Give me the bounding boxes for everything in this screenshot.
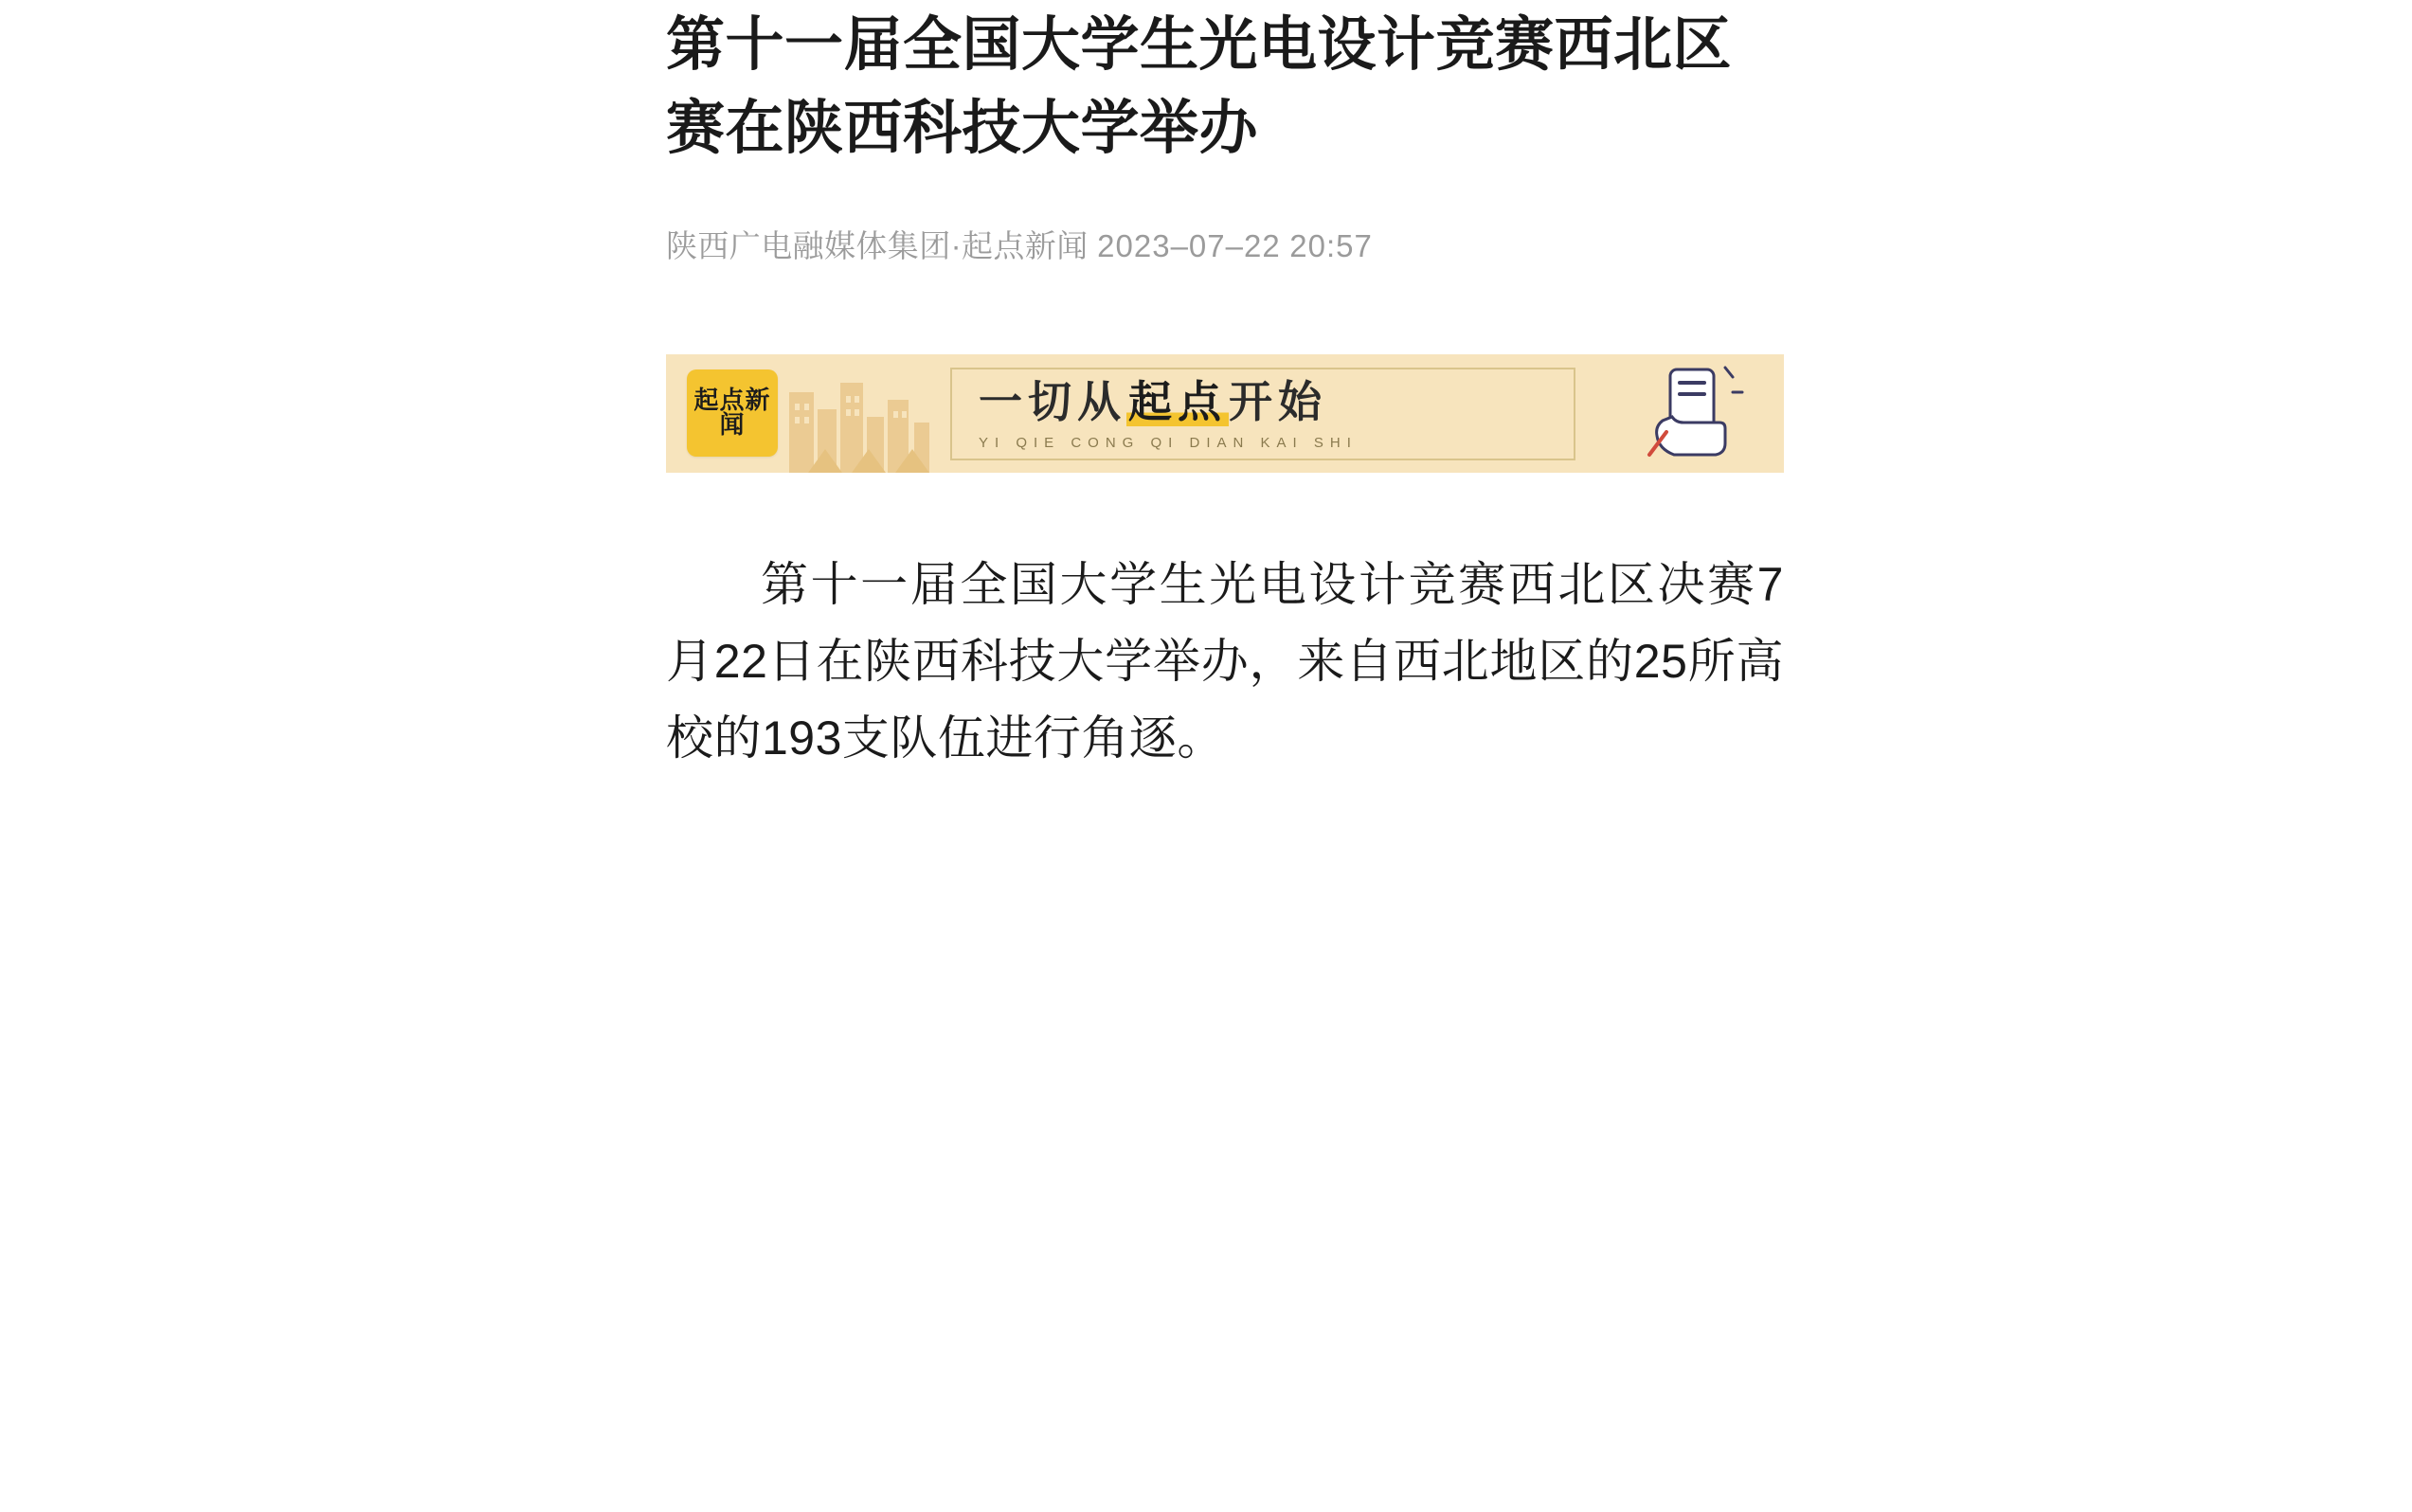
article-meta xyxy=(666,220,1670,273)
article-time: 20:57 xyxy=(1289,228,1373,264)
qidian-logo-label: 起点新闻 xyxy=(693,387,771,441)
banner-slogan xyxy=(979,376,1528,426)
banner-pinyin: YI QIE CONG QI DIAN KAI SHI xyxy=(979,434,1358,451)
banner-slogan-block xyxy=(979,369,1528,460)
hand-holding-phone-icon xyxy=(1634,364,1748,466)
article-source: 陕西广电融媒体集团·起点新闻 xyxy=(666,228,1089,264)
qidian-news-banner xyxy=(666,354,1784,473)
qidian-logo xyxy=(687,369,778,457)
page-title: 第十一届全国大学生光电设计竞赛西北区赛在陕西科技大学举办 xyxy=(666,12,1733,162)
article-banner-image xyxy=(666,354,1784,473)
article-paragraph: 第十一届全国大学生光电设计竞赛西北区决赛7月22日在陕西科技大学举办，来自西北地区的25所高校的193支队伍进行角逐。 xyxy=(666,558,1784,765)
article-container xyxy=(666,0,1803,824)
banner-slogan-accent: 起点 xyxy=(1128,376,1227,426)
article-date: 2023–07–22 xyxy=(1097,228,1281,264)
banner-slogan-suffix: 开始 xyxy=(1229,376,1327,426)
banner-slogan-prefix: 一切从 xyxy=(979,376,1126,426)
